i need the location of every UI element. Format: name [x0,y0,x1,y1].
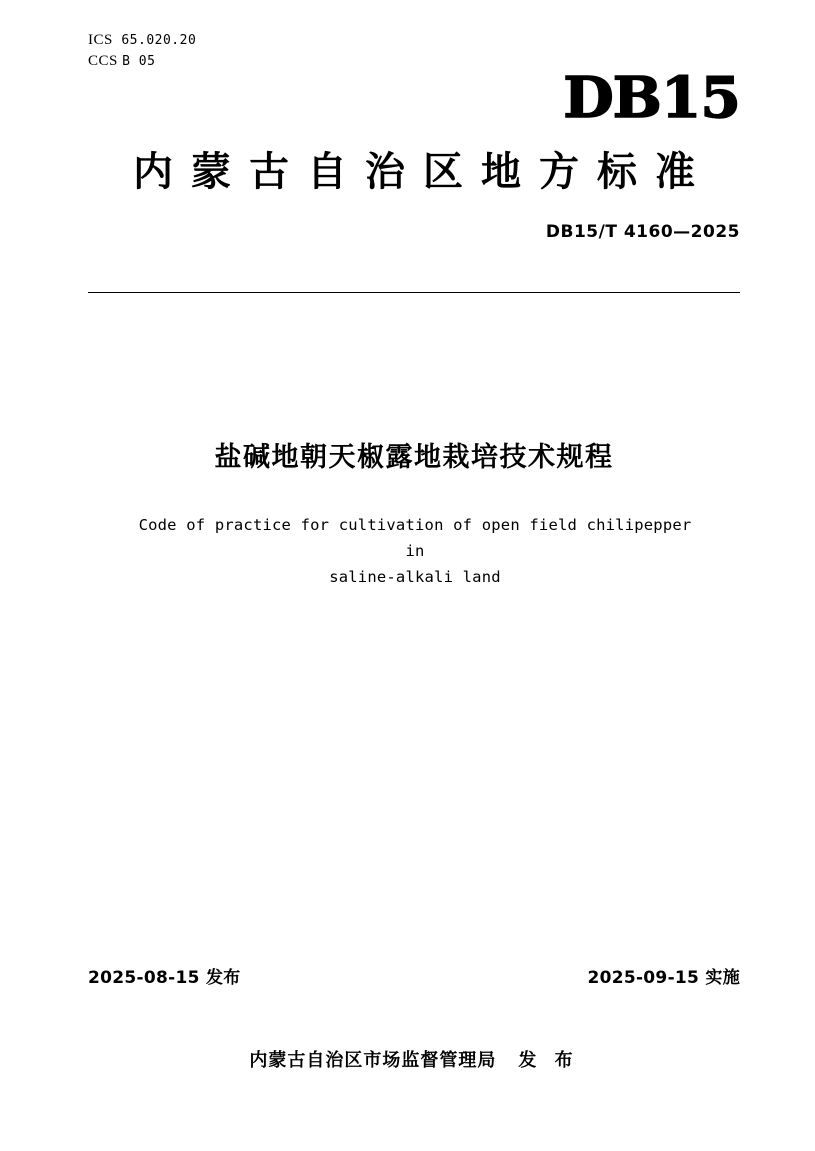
implement-date: 2025-09-15 实施 [587,968,740,988]
header-divider [88,292,740,293]
ccs-label: CCS [88,53,118,69]
ccs-row [88,51,196,72]
document-title-en [125,512,705,590]
publisher-row [88,1046,740,1072]
document-title-en-line1: Code of practice for cultivation of open field chilipepper in [138,516,692,560]
banner-title: 内蒙古自治区地方标准 [133,149,713,195]
publisher-name: 内蒙古自治区市场监督管理局 [249,1050,497,1071]
document-title-en-line2: saline-alkali land [329,568,501,586]
ics-value: 65.020.20 [121,33,197,48]
ccs-value: B 05 [122,54,156,69]
release-date: 2025-08-15 发布 [88,968,241,988]
ics-row [88,30,196,51]
dates-row [88,963,740,988]
ics-label: ICS [88,32,113,48]
standard-number: DB15/T 4160—2025 [545,222,740,242]
db15-logo: DB15 [563,65,740,131]
document-title-cn: 盐碱地朝天椒露地栽培技术规程 [214,442,614,473]
publisher-issue-label: 发 布 [518,1050,579,1071]
classification-codes [88,30,196,72]
